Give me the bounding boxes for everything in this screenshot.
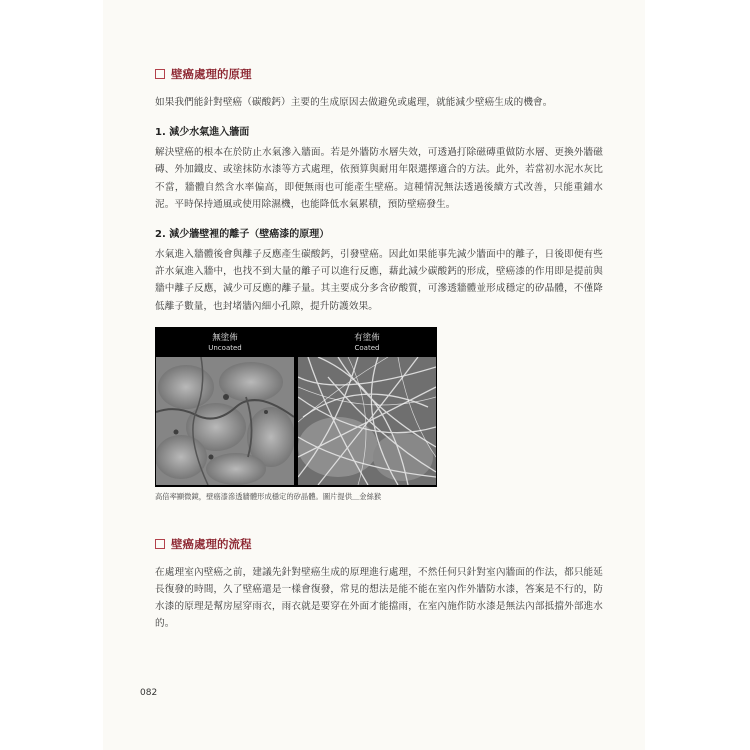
section-heading-principle — [155, 66, 603, 82]
coated-micrograph-image — [298, 357, 436, 485]
uncoated-label-zh: 無塗佈 — [212, 332, 238, 343]
coated-panel — [297, 327, 437, 487]
micrograph-figure — [155, 327, 437, 502]
paragraph-reduce-moisture: 解決壁癌的根本在於防止水氣滲入牆面。若是外牆防水層失效，可透過打除磁磚重做防水層、更換外牆磁磚、外加鐵皮、或塗抹防水漆等方式處理，依預算與耐用年限選擇適合的方法。此外，若當初水泥水灰比不當，牆體自然含水率偏高，即便無雨也可能產生壁癌。這種情況無法透過後續方式改善，只能重鋪水泥。平時保持通風或使用除濕機，也能降低水氣累積，預防壁癌發生。 — [155, 147, 603, 210]
subheading-reduce-ions: 2. 減少牆壁裡的離子（壁癌漆的原理） — [155, 229, 330, 241]
coated-label-zh: 有塗佈 — [354, 332, 380, 343]
uncoated-label — [155, 333, 295, 353]
section-title: 壁癌處理的原理 — [171, 67, 252, 81]
process-paragraph: 在處理室內壁癌之前，建議先針對壁癌生成的原理進行處理，不然任何只針對室內牆面的作法，都只能延長復發的時間，久了壁癌還是一樣會復發，常見的想法是能不能在室內作外牆防水漆，答案是不行的，防水漆的原理是幫房屋穿雨衣，雨衣就是要穿在外面才能擋雨，在室內施作防水漆是無法內部抵擋外部進水的。 — [155, 566, 603, 630]
page-content — [155, 66, 603, 633]
figure-caption: 高倍率顯微鏡，壁癌漆滲透牆體形成穩定的矽晶體。圖片提供＿金絲猴 — [155, 491, 382, 501]
heading-square-icon — [155, 69, 165, 79]
paragraph-reduce-ions: 水氣進入牆體後會與離子反應產生碳酸鈣，引發壁癌。因此如果能事先減少牆面中的離子，日後即便有些許水氣進入牆中，也找不到大量的離子可以進行反應，藉此減少碳酸鈣的形成，壁癌漆的作用即是提前與牆中離子反應，減少可反應的離子量。其主要成分多含矽酸質，可滲透牆體並形成穩定的矽晶體，不僅降低離子數量，也封堵牆內細小孔隙，提升防護效果。 — [155, 249, 603, 312]
section-title: 壁癌處理的流程 — [171, 536, 252, 551]
subheading-reduce-moisture: 1. 減少水氣進入牆面 — [155, 127, 250, 139]
book-page — [103, 0, 645, 750]
uncoated-label-en: Uncoated — [208, 343, 242, 352]
uncoated-panel — [155, 327, 295, 487]
intro-paragraph: 如果我們能針對壁癌（碳酸鈣）主要的生成原因去做避免或處理，就能減少壁癌生成的機會。 — [155, 97, 553, 108]
page-number: 082 — [140, 688, 158, 698]
uncoated-micrograph-image — [156, 357, 294, 485]
coated-label — [297, 333, 437, 353]
section-process — [155, 536, 603, 633]
coated-label-en: Coated — [354, 343, 380, 352]
section-heading-process — [155, 536, 603, 552]
heading-square-icon — [155, 539, 165, 549]
figure-frame — [155, 327, 437, 487]
